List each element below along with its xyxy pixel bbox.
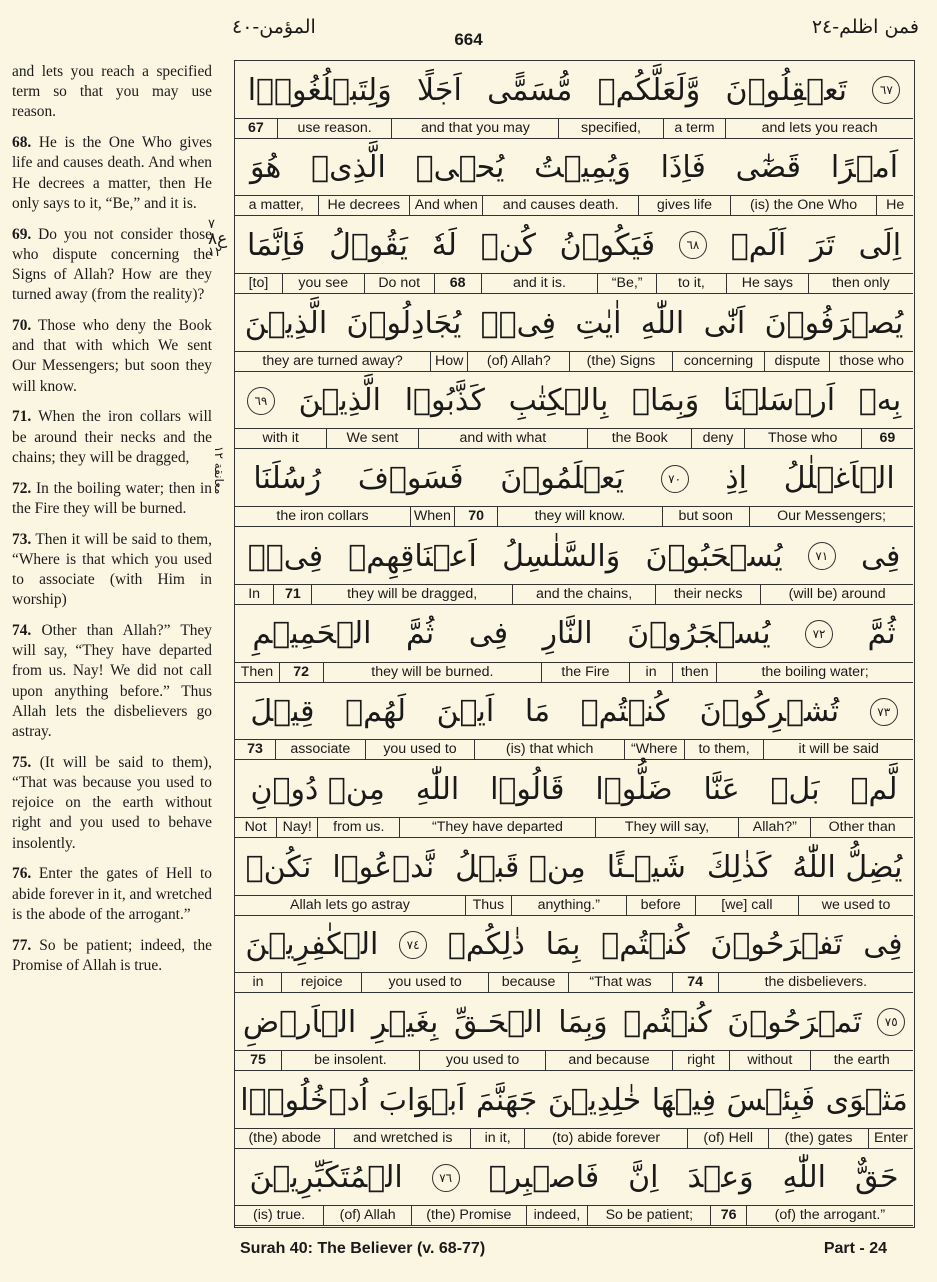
arabic-word: نَّدۡعُوۡا: [332, 849, 435, 885]
translation-cell: gives life: [638, 196, 730, 215]
translation-cell: (of) Allah?: [467, 352, 569, 371]
arabic-word: اللّٰهِ: [415, 771, 460, 807]
translation-line: [235, 1205, 913, 1225]
translation-line: [235, 273, 913, 293]
arabic-word: اَيۡنَ: [436, 694, 495, 730]
translation-cell: deny: [691, 429, 743, 448]
arabic-word: الۡمُتَكَبِّرِيۡنَ: [249, 1160, 403, 1196]
commentary-verse: [12, 621, 212, 742]
translation-line: [235, 506, 913, 526]
juz-name-arabic: فمن اظلم-٢٤: [811, 16, 919, 38]
translation-cell: you used to: [419, 1051, 545, 1070]
translation-cell: and causes death.: [482, 196, 638, 215]
translation-cell: We sent: [326, 429, 417, 448]
translation-cell: (the) abode: [248, 1129, 322, 1146]
translation-cell: to them,: [684, 740, 764, 759]
translation-cell: to it,: [656, 274, 726, 293]
translation-cell: dispute: [764, 352, 829, 371]
arabic-line: [235, 527, 913, 585]
translation-cell: (is) the One Who: [730, 196, 877, 215]
arabic-word: ثُمَّ: [867, 616, 896, 652]
commentary-verse: [12, 62, 212, 123]
surah-name-arabic: المؤمن-٤٠: [232, 16, 316, 38]
arabic-line: [235, 993, 913, 1051]
arabic-word: كَذٰلِكَ: [706, 849, 772, 885]
translation-cell: He says: [726, 274, 808, 293]
translation-cell: associate: [275, 740, 365, 759]
arabic-word: حَقٌّ: [854, 1160, 899, 1196]
translation-cell: without: [729, 1051, 809, 1070]
arabic-word: اَعۡنَاقِهِمۡ: [348, 538, 477, 574]
verse-row: [235, 61, 913, 139]
arabic-word: مَثۡوَى: [825, 1082, 908, 1118]
translation-line: [235, 584, 913, 604]
arabic-word: ثُمَّ: [405, 616, 435, 652]
verse-row: [235, 605, 913, 683]
arabic-word: النَّارِ: [542, 616, 593, 652]
verse-row: [235, 916, 913, 994]
arabic-word: تَرَ: [809, 227, 835, 263]
ayah-end-marker: ٧١: [808, 542, 836, 570]
arabic-word: قَضٰٓى: [735, 150, 802, 186]
arabic-word: الۡحَـقِّ: [453, 1004, 543, 1040]
verse-number: 76.: [12, 865, 32, 883]
arabic-word: مَا: [524, 694, 551, 730]
page-number: 664: [454, 30, 483, 49]
translation-cell: [we] call: [695, 896, 798, 915]
arabic-word: لَّمۡ: [850, 771, 898, 807]
ayah-end-marker: ٧٥: [877, 1008, 905, 1036]
translation-line: [235, 195, 913, 215]
arabic-word: يُسۡجَرُوۡنَ: [627, 616, 771, 652]
translation-cell: 71: [273, 585, 311, 604]
footer-surah: Surah 40: The Believer (v. 68-77): [240, 1240, 486, 1257]
translation-cell: a term: [663, 119, 726, 138]
translation-cell: “Be,”: [597, 274, 655, 293]
translation-cell: Do not: [364, 274, 434, 293]
translation-cell: in: [629, 663, 673, 682]
arabic-word: كُنۡتُمۡ: [601, 927, 690, 963]
arabic-line: [235, 838, 913, 896]
arabic-word: قِيۡلَ: [250, 694, 315, 730]
translation-cell: and that you may: [391, 119, 558, 138]
arabic-word: فَسَوۡفَ: [357, 461, 464, 496]
arabic-word: يُسۡحَبُوۡنَ: [645, 538, 783, 574]
verse-row: [235, 1071, 913, 1149]
translation-cell: the Book: [587, 429, 691, 448]
verse-text: Then it will be said to them, “Where is that which you used to associate (with Him in worship): [12, 530, 212, 609]
ruku-mark: [208, 218, 227, 260]
verse-number: 75.: [12, 753, 32, 771]
verse-number: 72.: [12, 479, 32, 497]
arabic-word: تُشۡرِكُوۡنَ: [699, 694, 840, 730]
translation-cell: 68: [434, 274, 481, 293]
arabic-word: تَمۡرَحُوۡنَ: [727, 1004, 862, 1040]
footer-part: Part - 24: [823, 1240, 887, 1257]
arabic-word: اَلَمۡ: [730, 227, 787, 263]
arabic-word: مِنۡ دُوۡنِ: [250, 771, 385, 807]
translation-cell: Our Messengers;: [749, 507, 913, 526]
verse-text: Do you not consider those who dispute concerning the Signs of Allah? How are they turned away (from the reality)?: [12, 225, 212, 304]
page-header: [0, 0, 937, 58]
verse-number: 74.: [12, 622, 32, 640]
arabic-word: فِى: [468, 616, 509, 652]
translation-cell: (will be) around: [760, 585, 913, 604]
arabic-word: فِىۡۤ: [247, 538, 324, 574]
translation-cell: (is) that which: [474, 740, 624, 759]
translation-cell: 73: [247, 741, 263, 758]
translation-cell: “They have departed: [399, 818, 594, 837]
commentary-verse: [12, 225, 212, 306]
arabic-word: اُدۡخُلُوۡۤا: [240, 1082, 369, 1118]
arabic-line: [235, 683, 913, 741]
translation-cell: “That was: [568, 973, 671, 992]
translation-line: [235, 1050, 913, 1070]
verse-row: [235, 372, 913, 450]
arabic-word: الَّذِيۡنَ: [244, 305, 328, 341]
translation-cell: Those who: [744, 429, 861, 448]
arabic-word: كُنۡ: [480, 227, 536, 263]
arabic-word: بِمَا: [545, 927, 581, 963]
arabic-word: كَذَّبُوۡا: [404, 383, 485, 419]
arabic-word: الۡكٰفِرِيۡنَ: [245, 927, 379, 963]
arabic-word: الۡاَغۡلٰلُ: [783, 461, 895, 496]
arabic-line: [235, 605, 913, 663]
arabic-word: اللّٰهِ: [782, 1160, 827, 1196]
arabic-word: يَقُوۡلُ: [329, 227, 408, 263]
arabic-word: يُجَادِلُوۡنَ: [346, 305, 462, 341]
arabic-word: لَهُمۡ: [345, 694, 407, 730]
commentary-verse: [12, 316, 212, 397]
translation-cell: anything.”: [511, 896, 626, 915]
verse-text: So be patient; indeed, the Promise of Allah is true.: [12, 936, 212, 974]
translation-cell: (of) Allah: [323, 1206, 411, 1225]
arabic-line: [235, 1071, 913, 1129]
translation-cell: we used to: [798, 896, 913, 915]
arabic-word: فَبِئۡسَ: [726, 1082, 816, 1118]
translation-cell: rejoice: [281, 973, 361, 992]
arabic-word: وَيُمِيۡتُ: [534, 150, 631, 186]
arabic-word: اِنَّ: [628, 1160, 659, 1196]
commentary-verse: [12, 407, 212, 468]
arabic-word: وَالسَّلٰسِلُ: [502, 538, 621, 574]
verse-number: 71.: [12, 408, 32, 426]
ruku-mark-top: ٧: [208, 217, 215, 232]
translation-cell: a matter,: [248, 197, 304, 214]
ayah-end-marker: ٦٩: [247, 387, 275, 415]
arabic-word: خٰلِدِيۡنَ: [547, 1082, 642, 1118]
translation-cell: you used to: [365, 740, 475, 759]
arabic-word: الَّذِيۡنَ: [298, 383, 382, 419]
translation-commentary: [12, 62, 212, 987]
translation-cell: When: [410, 507, 454, 526]
ayah-end-marker: ٧٦: [432, 1164, 460, 1192]
translation-cell: they will know.: [497, 507, 661, 526]
translation-cell: in: [252, 974, 264, 991]
arabic-word: نَكُنۡ: [245, 849, 312, 885]
translation-cell: and with what: [418, 429, 588, 448]
arabic-line: [235, 294, 913, 352]
translation-cell: you used to: [361, 973, 487, 992]
ayah-end-marker: ٧٣: [870, 698, 898, 726]
muanaqa-mark: معانقة ١٢: [212, 446, 226, 495]
verse-row: [235, 450, 913, 528]
translation-line: [235, 351, 913, 371]
commentary-verse: [12, 753, 212, 854]
translation-cell: the boiling water;: [716, 663, 913, 682]
arabic-word: ضَلُّوۡا: [595, 771, 673, 807]
translation-cell: and it is.: [481, 274, 598, 293]
translation-cell: with it: [262, 430, 299, 447]
translation-cell: Not: [244, 818, 267, 835]
arabic-word: الۡاَرۡضِ: [242, 1004, 357, 1040]
translation-cell: (of) the arrogant.”: [746, 1206, 913, 1225]
arabic-word: عَنَّا: [703, 771, 740, 807]
translation-line: [235, 817, 913, 837]
translation-cell: Other than: [810, 818, 913, 837]
arabic-line: [235, 916, 913, 974]
translation-cell: the iron collars: [276, 508, 369, 525]
arabic-word: فِى: [863, 927, 903, 963]
arabic-line: [235, 1149, 913, 1207]
arabic-line: [235, 760, 913, 818]
arabic-word: اِذِ: [725, 461, 747, 496]
translation-cell: Allah?”: [738, 818, 810, 837]
translation-cell: They will say,: [595, 818, 739, 837]
ayah-end-marker: ٧٢: [805, 620, 833, 648]
translation-cell: How: [430, 352, 467, 371]
arabic-word: بِهٖ: [858, 383, 902, 419]
arabic-word: جَهَنَّمَ: [475, 1082, 538, 1118]
verse-text: He is the One Who gives life and causes death. And when He decrees a matter, then He only says to it, “Be,” and it is.: [12, 134, 212, 212]
translation-cell: He decrees: [318, 196, 410, 215]
verse-number: 77.: [12, 936, 32, 954]
translation-cell: So be patient;: [587, 1206, 710, 1225]
translation-cell: they will be dragged,: [311, 585, 512, 604]
translation-cell: 69: [861, 429, 913, 448]
ruku-mark-main: ع٨: [208, 229, 228, 249]
translation-cell: 74: [672, 973, 718, 992]
translation-cell: 72: [279, 663, 323, 682]
arabic-word: كُنۡتُمۡ: [580, 694, 669, 730]
ayah-end-marker: ٧٠: [661, 465, 689, 493]
translation-line: [235, 739, 913, 759]
translation-cell: [to]: [248, 275, 269, 292]
verse-number: 73.: [12, 530, 32, 548]
ayah-end-marker: ٦٧: [872, 76, 900, 104]
verse-row: [235, 294, 913, 372]
commentary-verse: [12, 479, 212, 519]
arabic-word: وَعۡدَ: [687, 1160, 754, 1196]
translation-cell: they will be burned.: [323, 663, 542, 682]
arabic-word: بِغَيۡرِ: [371, 1004, 439, 1040]
translation-cell: He: [876, 196, 913, 215]
commentary-verse: [12, 864, 212, 925]
translation-cell: 75: [250, 1052, 266, 1069]
verse-number: 68.: [12, 134, 32, 152]
arabic-word: وَبِمَاۤ: [631, 383, 700, 419]
verse-text: In the boiling water; then in the Fire they will be burned.: [12, 479, 212, 517]
verse-row: [235, 216, 913, 294]
arabic-word: اَرۡسَلۡنَا: [722, 383, 836, 419]
translation-cell: be insolent.: [281, 1051, 419, 1070]
translation-cell: In: [248, 585, 261, 602]
translation-cell: Thus: [465, 896, 511, 915]
ayah-end-marker: ٧٤: [399, 931, 427, 959]
arabic-word: الۡحَمِيۡمِ: [252, 616, 372, 652]
translation-cell: Nay!: [276, 818, 317, 837]
translation-line: [235, 428, 913, 448]
arabic-line: [235, 216, 913, 274]
verse-text: Other than Allah?” They will say, “They have departed from us. Nay! We did not call upon anything before.” Thus Allah lets the disbelievers go astray.: [12, 622, 212, 741]
translation-cell: and the chains,: [512, 585, 655, 604]
translation-cell: you see: [282, 274, 364, 293]
arabic-word: اَجَلًا: [417, 72, 462, 108]
arabic-word: فَاصۡبِرۡ: [488, 1160, 600, 1196]
arabic-word: مِنۡ قَبۡلُ: [455, 849, 586, 885]
arabic-word: رُسُلَنَا: [253, 461, 322, 496]
translation-cell: before: [626, 896, 695, 915]
translation-cell: (of) Hell: [687, 1129, 768, 1148]
translation-cell: (the) Signs: [569, 352, 671, 371]
translation-line: [235, 118, 913, 138]
translation-cell: from us.: [317, 818, 399, 837]
translation-cell: they are turned away?: [262, 352, 403, 369]
verse-text: Those who deny the Book and that with which We sent Our Messengers; but soon they will know.: [12, 317, 212, 395]
arabic-word: تَعۡقِلُوۡنَ: [725, 72, 848, 108]
arabic-word: فِىۡۤ: [480, 305, 557, 341]
arabic-word: وَّلَعَلَّكُمۡ: [597, 72, 701, 108]
verse-text: and lets you reach a specified term so that you may use reason.: [12, 63, 212, 121]
arabic-word: فَاِذَا: [660, 150, 706, 186]
translation-cell: the disbelievers.: [718, 973, 913, 992]
arabic-word: بِالۡكِتٰبِ: [508, 383, 609, 419]
translation-cell: indeed,: [526, 1206, 588, 1225]
verse-row: [235, 993, 913, 1071]
arabic-word: يُضِلُّ اللّٰهُ: [792, 849, 903, 885]
verse-row: [235, 760, 913, 838]
arabic-line: [235, 61, 913, 119]
translation-cell: because: [488, 973, 568, 992]
verse-text: (It will be said to them), “That was because you used to rejoice on the earth without right and you used to behave insolently.: [12, 753, 212, 852]
commentary-verse: [12, 133, 212, 214]
arabic-word: شَيۡـئًا: [606, 849, 686, 885]
translation-cell: then only: [808, 274, 913, 293]
verse-row: [235, 1149, 913, 1227]
translation-cell: Enter: [868, 1129, 913, 1148]
translation-cell: and wretched is: [334, 1129, 470, 1148]
translation-line: [235, 662, 913, 682]
translation-cell: and because: [545, 1051, 671, 1070]
translation-line: [235, 895, 913, 915]
translation-cell: (is) true.: [253, 1207, 306, 1224]
arabic-word: تَفۡرَحُوۡنَ: [710, 927, 843, 963]
arabic-word: بَلۡ: [770, 771, 820, 807]
arabic-word: لَهٗ: [431, 227, 457, 263]
arabic-word: مُّسَمًّى: [487, 72, 573, 108]
translation-cell: their necks: [655, 585, 760, 604]
verse-row: [235, 527, 913, 605]
translation-cell: and lets you reach: [725, 119, 913, 138]
arabic-word: ذٰلِكُمۡ: [447, 927, 525, 963]
translation-cell: (the) Promise: [411, 1206, 525, 1225]
arabic-word: يُحۡىٖ: [415, 150, 505, 186]
arabic-word: يُصۡرَفُوۡنَ: [764, 305, 904, 341]
arabic-word: فَيَكُوۡنُ: [559, 227, 656, 263]
verse-row: [235, 139, 913, 217]
arabic-line: [235, 450, 913, 508]
arabic-word: اَبۡوَابَ: [378, 1082, 466, 1118]
translation-cell: those who: [829, 352, 913, 371]
translation-cell: the Fire: [541, 663, 628, 682]
arabic-word: قَالُوۡا: [490, 771, 565, 807]
verse-text: Enter the gates of Hell to abide forever in it, and wretched is the abode of the arrogant.”: [12, 865, 212, 923]
translation-cell: Then: [240, 663, 274, 680]
translation-cell: Allah lets go astray: [290, 896, 410, 913]
translation-cell: 70: [454, 507, 498, 526]
commentary-verse: [12, 530, 212, 611]
arabic-word: يَعۡلَمُوۡنَ: [500, 461, 624, 496]
translation-cell: right: [672, 1051, 729, 1070]
translation-line: [235, 1128, 913, 1148]
verse-number: 70.: [12, 317, 32, 335]
translation-cell: but soon: [662, 507, 749, 526]
arabic-word: اِلَى: [858, 227, 902, 263]
verse-number: 69.: [12, 225, 32, 243]
translation-cell: “Where: [624, 740, 684, 759]
translation-cell: then: [672, 663, 716, 682]
arabic-word: اَمۡرًا: [830, 150, 899, 186]
arabic-line: [235, 139, 913, 197]
translation-cell: use reason.: [277, 119, 392, 138]
arabic-word: اَنّٰى: [703, 305, 746, 341]
arabic-word: اٰيٰتِ: [575, 305, 622, 341]
translation-cell: 67: [248, 119, 264, 136]
translation-cell: it will be said: [763, 740, 913, 759]
ruku-mark-bottom: ١٢: [208, 245, 222, 260]
arabic-word: كُنۡتُمۡ: [623, 1004, 712, 1040]
word-by-word-grid: [234, 60, 915, 1228]
translation-cell: 76: [710, 1206, 745, 1225]
arabic-word: الَّذِىۡ: [311, 150, 386, 186]
translation-cell: specified,: [558, 119, 662, 138]
arabic-word: فَاِنَّمَا: [247, 227, 306, 263]
translation-cell: (the) gates: [768, 1129, 867, 1148]
translation-cell: And when: [409, 196, 482, 215]
arabic-word: وَلِتَبۡلُغُوۡۤا: [247, 72, 392, 108]
translation-cell: (to) abide forever: [524, 1129, 687, 1148]
commentary-verse: [12, 936, 212, 976]
arabic-line: [235, 372, 913, 430]
verse-text: When the iron collars will be around their necks and the chains; they will be dragged,: [12, 408, 212, 466]
translation-cell: concerning: [672, 352, 765, 371]
arabic-word: وَبِمَا: [558, 1004, 608, 1040]
verse-row: [235, 683, 913, 761]
arabic-word: هُوَ: [249, 150, 282, 186]
arabic-word: فِيۡهَا: [651, 1082, 717, 1118]
arabic-word: فِى: [861, 538, 901, 574]
translation-line: [235, 972, 913, 992]
translation-cell: in it,: [470, 1129, 524, 1148]
verse-row: [235, 838, 913, 916]
ayah-end-marker: ٦٨: [679, 231, 707, 259]
translation-cell: the earth: [810, 1051, 913, 1070]
arabic-word: اللّٰهِ: [640, 305, 685, 341]
